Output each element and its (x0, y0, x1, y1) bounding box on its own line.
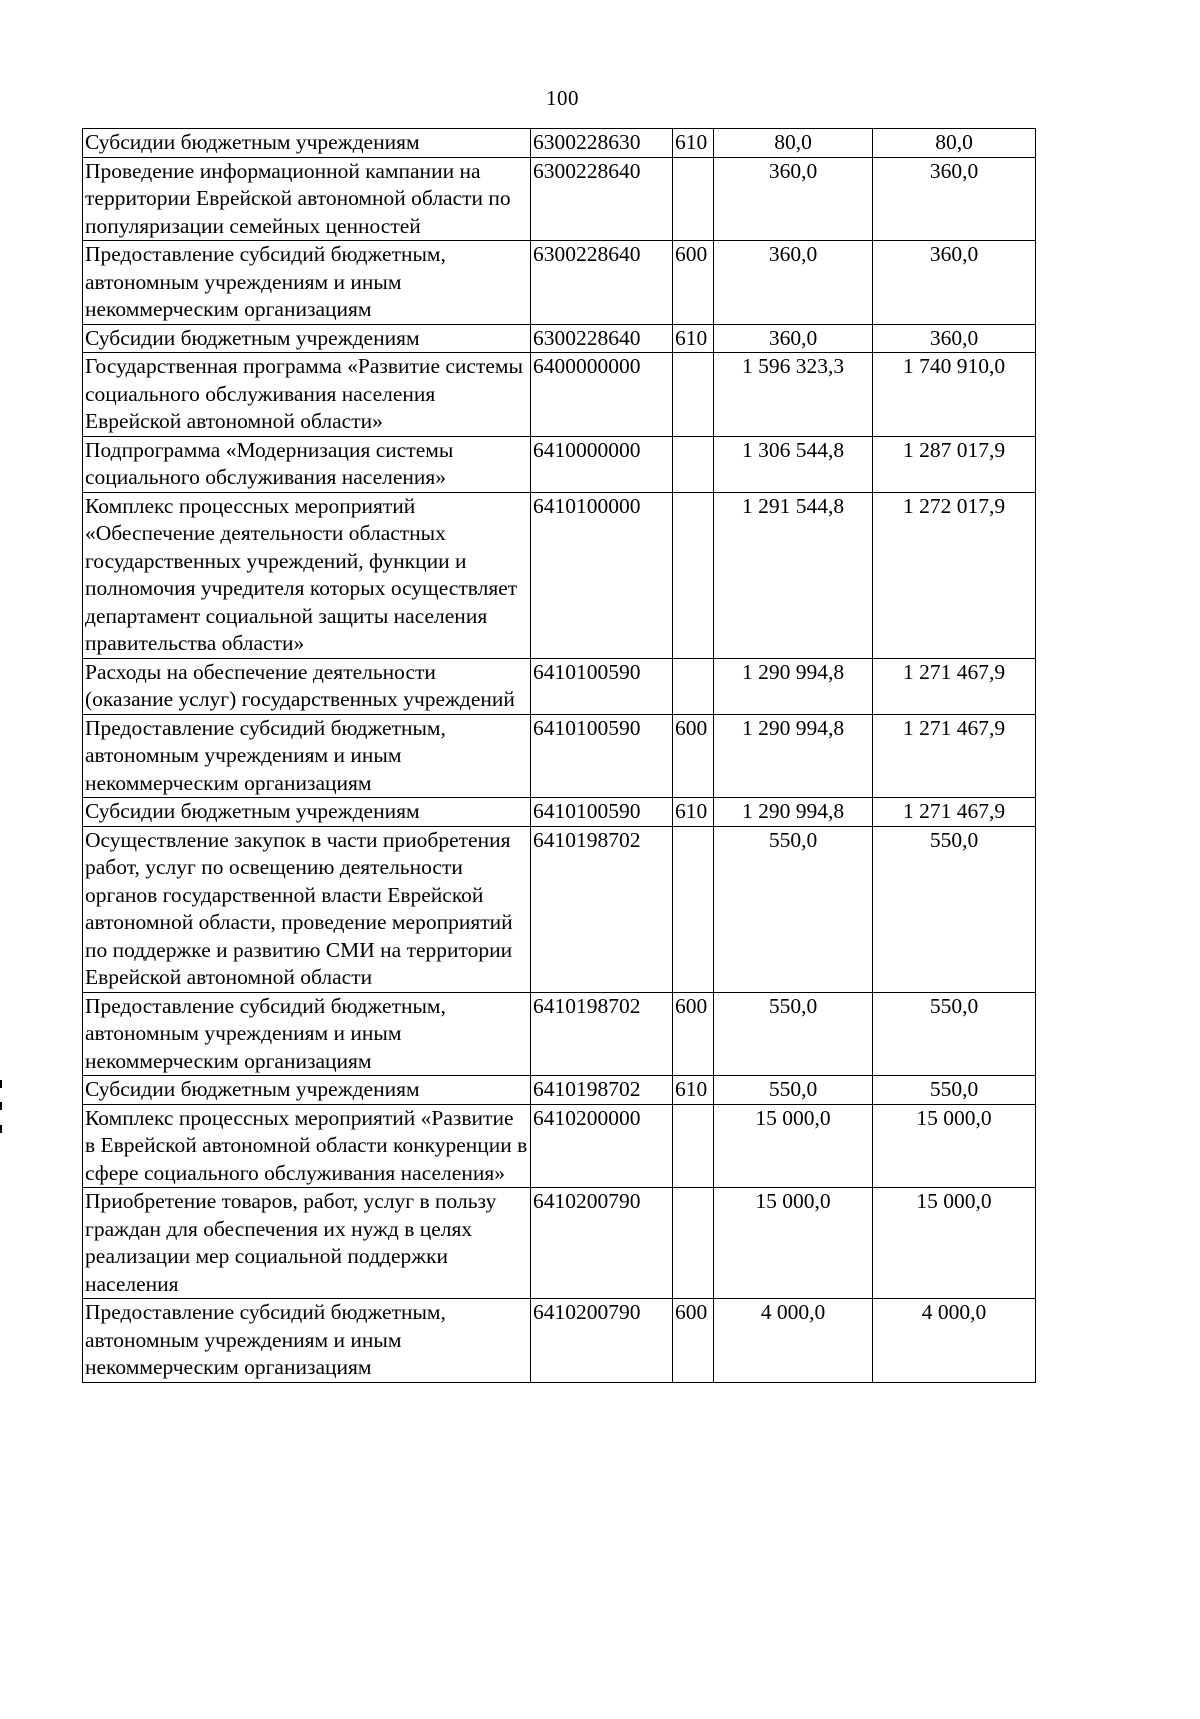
row-name: Проведение информационной кампании на территории Еврейской автономной области по популяризации семейных ценностей (83, 157, 531, 241)
table-row (83, 1076, 1036, 1105)
row-amount-year2: 550,0 (873, 826, 1036, 992)
row-amount-year2: 1 271 467,9 (873, 658, 1036, 714)
row-code: 6300228640 (531, 324, 673, 353)
row-expense-type: 600 (673, 714, 714, 798)
row-amount-year2: 360,0 (873, 241, 1036, 325)
row-expense-type (673, 157, 714, 241)
row-amount-year1: 360,0 (714, 241, 873, 325)
table-row (83, 714, 1036, 798)
row-name: Предоставление субсидий бюджетным, автономным учреждениям и иным некоммерческим организациям (83, 1299, 531, 1383)
row-amount-year1: 80,0 (714, 129, 873, 158)
row-amount-year2: 15 000,0 (873, 1188, 1036, 1299)
table-row (83, 157, 1036, 241)
scan-edge-mark (0, 1102, 2, 1110)
row-expense-type: 610 (673, 129, 714, 158)
row-amount-year1: 550,0 (714, 992, 873, 1076)
row-name: Субсидии бюджетным учреждениям (83, 129, 531, 158)
row-expense-type (673, 826, 714, 992)
row-amount-year2: 1 740 910,0 (873, 353, 1036, 437)
row-name: Комплекс процессных мероприятий «Обеспечение деятельности областных государственных учреждений, функции и полномочия учредителя которых осуществляет департамент социальной защиты населения правительства области» (83, 492, 531, 658)
scan-edge-mark (0, 1080, 2, 1088)
row-name: Расходы на обеспечение деятельности (оказание услуг) государственных учреждений (83, 658, 531, 714)
row-amount-year2: 15 000,0 (873, 1104, 1036, 1188)
row-code: 6300228630 (531, 129, 673, 158)
table-row (83, 826, 1036, 992)
table-row (83, 1299, 1036, 1383)
row-amount-year2: 550,0 (873, 1076, 1036, 1105)
row-code: 6410100590 (531, 658, 673, 714)
row-amount-year2: 360,0 (873, 324, 1036, 353)
row-amount-year1: 4 000,0 (714, 1299, 873, 1383)
row-code: 6400000000 (531, 353, 673, 437)
row-code: 6410200000 (531, 1104, 673, 1188)
row-expense-type: 600 (673, 1299, 714, 1383)
row-code: 6410198702 (531, 826, 673, 992)
row-code: 6410198702 (531, 992, 673, 1076)
row-name: Предоставление субсидий бюджетным, автономным учреждениям и иным некоммерческим организациям (83, 241, 531, 325)
table-row (83, 658, 1036, 714)
row-expense-type (673, 353, 714, 437)
row-name: Субсидии бюджетным учреждениям (83, 1076, 531, 1105)
row-expense-type: 600 (673, 992, 714, 1076)
row-amount-year1: 550,0 (714, 1076, 873, 1105)
row-code: 6410200790 (531, 1188, 673, 1299)
table-row (83, 492, 1036, 658)
page-number: 100 (546, 86, 579, 110)
row-amount-year1: 1 290 994,8 (714, 714, 873, 798)
row-expense-type (673, 1188, 714, 1299)
row-expense-type: 610 (673, 1076, 714, 1105)
row-amount-year1: 15 000,0 (714, 1104, 873, 1188)
table-row (83, 324, 1036, 353)
row-expense-type: 610 (673, 324, 714, 353)
row-code: 6410100590 (531, 798, 673, 827)
budget-table (82, 128, 1036, 1383)
table-row (83, 129, 1036, 158)
table-row (83, 241, 1036, 325)
scan-edge-mark (0, 1125, 2, 1133)
row-amount-year1: 1 306 544,8 (714, 436, 873, 492)
row-amount-year1: 550,0 (714, 826, 873, 992)
row-name: Государственная программа «Развитие системы социального обслуживания населения Еврейской автономной области» (83, 353, 531, 437)
row-name: Субсидии бюджетным учреждениям (83, 324, 531, 353)
row-amount-year2: 1 271 467,9 (873, 798, 1036, 827)
table-row (83, 992, 1036, 1076)
row-name: Приобретение товаров, работ, услуг в пользу граждан для обеспечения их нужд в целях реализации мер социальной поддержки населения (83, 1188, 531, 1299)
row-expense-type (673, 436, 714, 492)
row-code: 6410000000 (531, 436, 673, 492)
row-amount-year1: 15 000,0 (714, 1188, 873, 1299)
row-expense-type (673, 492, 714, 658)
table-row (83, 436, 1036, 492)
row-name: Осуществление закупок в части приобретения работ, услуг по освещению деятельности органов государственной власти Еврейской автономной области, проведение мероприятий по поддержке и развитию СМИ на территории Еврейской автономной области (83, 826, 531, 992)
row-code: 6410100590 (531, 714, 673, 798)
row-code: 6300228640 (531, 157, 673, 241)
row-amount-year2: 550,0 (873, 992, 1036, 1076)
row-amount-year2: 1 272 017,9 (873, 492, 1036, 658)
table-row (83, 1188, 1036, 1299)
row-name: Субсидии бюджетным учреждениям (83, 798, 531, 827)
row-amount-year2: 360,0 (873, 157, 1036, 241)
row-amount-year1: 1 291 544,8 (714, 492, 873, 658)
row-amount-year2: 1 271 467,9 (873, 714, 1036, 798)
row-code: 6410200790 (531, 1299, 673, 1383)
row-amount-year1: 1 290 994,8 (714, 658, 873, 714)
table-row (83, 798, 1036, 827)
row-name: Комплекс процессных мероприятий «Развитие в Еврейской автономной области конкуренции в сфере социального обслуживания населения» (83, 1104, 531, 1188)
row-code: 6410100000 (531, 492, 673, 658)
table-row (83, 353, 1036, 437)
row-amount-year1: 1 596 323,3 (714, 353, 873, 437)
row-code: 6300228640 (531, 241, 673, 325)
row-expense-type: 600 (673, 241, 714, 325)
row-expense-type (673, 1104, 714, 1188)
row-amount-year2: 1 287 017,9 (873, 436, 1036, 492)
row-expense-type (673, 658, 714, 714)
row-amount-year1: 360,0 (714, 324, 873, 353)
row-amount-year1: 360,0 (714, 157, 873, 241)
row-expense-type: 610 (673, 798, 714, 827)
row-amount-year2: 80,0 (873, 129, 1036, 158)
row-amount-year1: 1 290 994,8 (714, 798, 873, 827)
row-name: Предоставление субсидий бюджетным, автономным учреждениям и иным некоммерческим организациям (83, 714, 531, 798)
table-row (83, 1104, 1036, 1188)
row-name: Предоставление субсидий бюджетным, автономным учреждениям и иным некоммерческим организациям (83, 992, 531, 1076)
row-code: 6410198702 (531, 1076, 673, 1105)
row-amount-year2: 4 000,0 (873, 1299, 1036, 1383)
row-name: Подпрограмма «Модернизация системы социального обслуживания населения» (83, 436, 531, 492)
